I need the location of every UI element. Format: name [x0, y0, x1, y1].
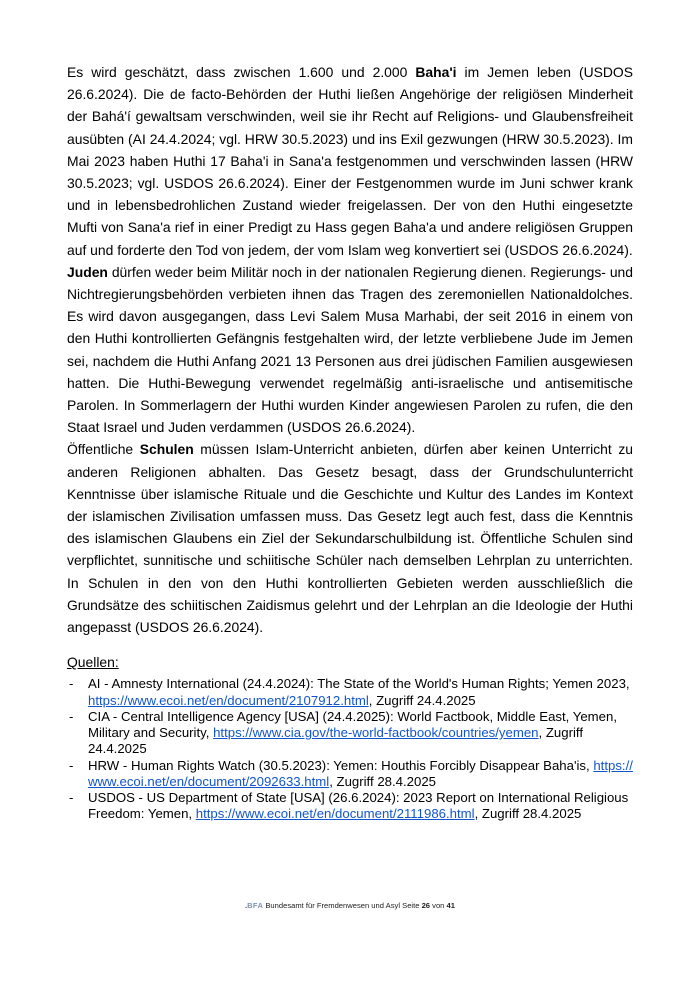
paragraph-schulen	[67, 438, 633, 638]
bfa-logo: BFA	[247, 901, 264, 910]
source-link-cia-factbook[interactable]: https://www.cia.gov/the-world-factbook/countries/yemen	[213, 725, 539, 741]
source-item-ai	[67, 676, 633, 708]
bold-term-schulen: Schulen	[139, 441, 194, 458]
sources-list	[67, 676, 633, 822]
source-text: , Zugriff 24.4.2025	[88, 725, 583, 757]
sources-heading	[67, 651, 633, 673]
bullet-dash: -	[69, 676, 74, 692]
paragraph-text: im Jemen leben (USDOS 26.6.2024). Die de facto-Behörden der Huthi ließen Angehörige der religiösen Minderheit der Bahá'í gewaltsam verschwinden, weil sie ihr Recht auf Religions- und Glaubensfreiheit ausübten (AI 24.4.2024; vgl. HRW 30.5.2023) und ins Exil gezwungen (HRW 30.5.2023). Im Mai 2023 haben Huthi 17 Baha'i in Sana'a festgenommen und verschwinden lassen (HRW 30.5.2023; vgl. USDOS 26.6.2024). Einer der Festgenommen wurde im Juni schwer krank und in lebensbedrohlichen Zustand wieder freigelassen. Der von den Huthi eingesetzte Mufti von Sana'a rief in einer Predigt zu Hass gegen Baha'a und andere religiösen Gruppen auf und forderte den Tod von jedem, der vom Islam weg konvertiert sei (USDOS 26.6.2024).	[67, 64, 633, 258]
source-text: CIA - Central Intelligence Agency [USA] (24.4.2025): World Factbook, Middle East, Yemen, Military and Security,	[88, 708, 617, 741]
page-footer	[0, 900, 700, 911]
source-text: , Zugriff 24.4.2025	[368, 692, 476, 708]
bfa-logo-mark: .	[245, 901, 248, 910]
source-text: , Zugriff 28.4.2025	[474, 806, 582, 822]
source-item-hrw	[67, 758, 633, 790]
bullet-dash: -	[69, 789, 74, 805]
sources-heading-label: Quellen:	[67, 654, 119, 671]
footer-page-total: 41	[446, 901, 455, 910]
paragraph-text: müssen Islam-Unterricht anbieten, dürfen aber keinen Unterricht zu anderen Religionen abhalten. Das Gesetz besagt, dass der Grundschulunterricht Kenntnisse über islamische Rituale und die Geschichte und Kultur des Landes im Kontext der islamischen Zivilisation umfassen muss. Das Gesetz legt auch fest, dass die Kenntnis des islamischen Glaubens ein Ziel der Sekundarschulbildung ist. Öffentliche Schulen sind verpflichtet, sunnitische und schiitische Schüler nach demselben Lehrplan zu unterrichten. In Schulen in den von den Huthi kontrollierten Gebieten werden ausschließlich die Grundsätze des schiitischen Zaidismus gelehrt und der Lehrplan an die Ideologie der Huthi angepasst (USDOS 26.6.2024).	[67, 441, 633, 636]
footer-page-current: 26	[421, 901, 431, 910]
bullet-dash: -	[69, 757, 74, 773]
paragraph-juden	[67, 261, 633, 439]
body-text	[67, 61, 633, 638]
source-text: AI - Amnesty International (24.4.2024): The State of the World's Human Rights; Yemen 2023,	[88, 676, 630, 692]
footer-agency-name: Bundesamt für Fremdenwesen und Asyl	[265, 901, 401, 910]
paragraph-bahai	[67, 61, 633, 261]
paragraph-text: Öffentliche	[67, 441, 140, 458]
source-link-ecoi-2111986[interactable]: https://www.ecoi.net/en/document/2111986.html	[195, 806, 475, 822]
source-text: HRW - Human Rights Watch (30.5.2023): Yemen: Houthis Forcibly Disappear Baha'is,	[88, 757, 594, 773]
source-text: USDOS - US Department of State [USA] (26.6.2024): 2023 Report on International Religious Freedom: Yemen,	[88, 789, 629, 822]
bold-term-bahai: Baha'i	[415, 64, 457, 80]
bullet-dash: -	[69, 708, 74, 724]
paragraph-text: dürfen weder beim Militär noch in der nationalen Regierung dienen. Regierungs- und Nichtregierungsbehörden verbieten ihnen das Tragen des zeremoniellen Nationaldolches. Es wird davon ausgegangen, dass Levi Salem Musa Marhabi, der seit 2016 in einem von den Huthi kontrollierten Gefängnis festgehalten wird, der letzte verbliebene Jude im Jemen sei, nachdem die Huthi Anfang 2021 13 Personen aus drei jüdischen Familien ausgewiesen hatten. Die Huthi-Bewegung verwendet regelmäßig anti-israelische und antisemitische Parolen. In Sommerlagern der Huthi wurden Kinder angewiesen Parolen zu rufen, die den Staat Israel und Juden verdammen (USDOS 26.6.2024).	[67, 263, 633, 436]
paragraph-text: Es wird geschätzt, dass zwischen 1.600 und 2.000	[67, 64, 416, 80]
source-text: , Zugriff 28.4.2025	[329, 773, 436, 789]
footer-page-label: Seite	[402, 901, 420, 910]
source-link-ecoi-2092633[interactable]: https://www.ecoi.net/en/document/2092633.html	[88, 757, 633, 789]
source-item-usdos	[67, 790, 633, 822]
source-link-ecoi-2107912[interactable]: https://www.ecoi.net/en/document/2107912.html	[88, 692, 369, 708]
bold-term-juden: Juden	[67, 263, 108, 280]
page-content	[67, 0, 633, 822]
footer-of-label: von	[432, 901, 445, 910]
source-item-cia	[67, 709, 633, 758]
